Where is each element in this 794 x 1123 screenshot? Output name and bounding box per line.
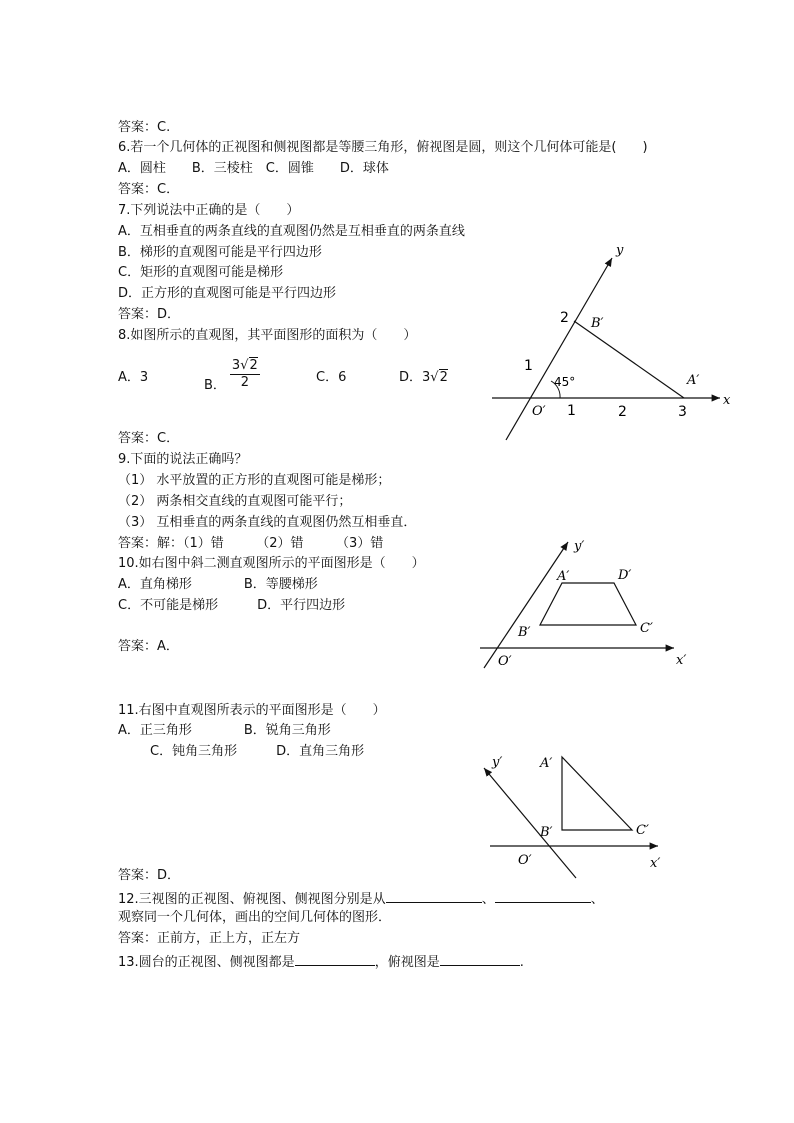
q7-option-a: A．互相垂直的两条直线的直观图仍然是互相垂直的两条直线: [118, 224, 465, 239]
q8-figure: [480, 238, 740, 448]
q12-stem-line-2: 观察同一个几何体，画出的空间几何体的图形．: [118, 910, 392, 925]
q11-label-b: B′: [540, 825, 553, 840]
q8-triangle-side-ba: [574, 321, 684, 398]
q10-answer: 答案：A．: [118, 639, 179, 654]
q10-label-x: x′: [676, 653, 687, 668]
q8-y-tick-1: 1: [524, 358, 533, 374]
answer-prev: 答案：C.: [118, 120, 171, 135]
q10-options-row-1: A．直角梯形 B．等腰梯形: [118, 577, 318, 592]
q7-answer: 答案：D．: [118, 307, 181, 322]
q8-tick-2: 2: [618, 404, 627, 420]
q11-triangle: [562, 757, 632, 830]
q12-blank-1[interactable]: [386, 888, 482, 903]
q8-y-axis: [506, 258, 612, 440]
q8-label-angle: 45°: [554, 375, 576, 389]
q12-blank-2[interactable]: [495, 888, 591, 903]
q12-stem-line-1: 12.三视图的正视图、俯视图、侧视图分别是从 、 、: [118, 888, 604, 909]
q11-label-c: C′: [636, 823, 649, 838]
q10-label-a: A′: [557, 569, 570, 584]
q10-label-d: D′: [618, 568, 632, 583]
q6-stem: 6.若一个几何体的正视图和侧视图都是等腰三角形，俯视图是圆，则这个几何体可能是( ): [118, 140, 648, 155]
q9-statement-2: （2） 两条相交直线的直观图可能平行；: [118, 494, 352, 509]
q9-stem: 9.下面的说法正确吗？: [118, 452, 248, 467]
q8-stem: 8.如图所示的直观图，其平面图形的面积为（ ）: [118, 328, 417, 343]
q10-figure: [478, 536, 698, 676]
q8-option-c: C．6: [316, 370, 347, 385]
q8-label-o: O′: [532, 404, 546, 419]
q11-options-row-1: A．正三角形 B．锐角三角形: [118, 723, 331, 738]
q6-options: A．圆柱 B．三棱柱 C．圆锥 D．球体: [118, 161, 389, 176]
q8-label-a: A′: [687, 373, 700, 388]
q8-tick-3: 3: [678, 404, 687, 420]
q7-stem: 7.下列说法中正确的是（ ）: [118, 203, 300, 218]
q9-answer: 答案：解：（1）错 （2）错 （3）错: [118, 536, 384, 551]
q13-blank-1[interactable]: [295, 951, 375, 966]
q10-label-c: C′: [640, 621, 653, 636]
q11-answer: 答案：D．: [118, 868, 181, 883]
q8-tick-1: 1: [567, 403, 576, 419]
q6-answer: 答案：C．: [118, 182, 180, 197]
q10-y-axis: [484, 542, 568, 668]
q10-options-row-2: C．不可能是梯形 D．平行四边形: [118, 598, 346, 613]
q11-label-x: x′: [650, 856, 661, 871]
q8-option-b-fraction: $\frac{3√2}{2}$: [231, 358, 258, 390]
q11-label-a: A′: [540, 756, 553, 771]
q10-label-b: B′: [518, 625, 531, 640]
q11-label-y: y′: [492, 755, 503, 770]
q11-figure: [480, 742, 700, 882]
q13-stem: 13.圆台的正视图、侧视图都是 ，俯视图是 .: [118, 951, 524, 972]
q8-option-a: A．3: [118, 370, 149, 385]
q10-stem: 10.如右图中斜二测直观图所示的平面图形是（ ）: [118, 556, 425, 571]
q10-trapezoid: [540, 583, 636, 625]
q13-blank-2[interactable]: [440, 951, 520, 966]
q11-label-o: O′: [518, 853, 532, 868]
q11-options-row-2: C．钝角三角形 D．直角三角形: [150, 744, 365, 759]
q11-stem: 11.右图中直观图所表示的平面图形是（ ）: [118, 703, 386, 718]
q9-statement-3: （3） 互相垂直的两条直线的直观图仍然互相垂直．: [118, 515, 417, 530]
q8-label-x: x: [723, 393, 731, 408]
q8-option-d: D．3√2: [399, 370, 448, 385]
q7-option-c: C．矩形的直观图可能是梯形: [118, 265, 284, 280]
q7-option-d: D．正方形的直观图可能是平行四边形: [118, 286, 337, 301]
q8-answer: 答案：C．: [118, 431, 180, 446]
q10-label-y: y′: [574, 539, 585, 554]
q8-label-b: B′: [591, 316, 604, 331]
q8-option-b: B． $\frac{3√2}{2}$: [204, 358, 258, 393]
q8-y-tick-2: 2: [560, 310, 569, 326]
q9-statement-1: （1） 水平放置的正方形的直观图可能是梯形；: [118, 473, 391, 488]
q7-option-b: B．梯形的直观图可能是平行四边形: [118, 245, 322, 260]
q12-answer: 答案：正前方，正上方，正左方: [118, 931, 301, 946]
q8-label-y: y: [616, 243, 624, 258]
q10-label-o: O′: [498, 654, 512, 669]
